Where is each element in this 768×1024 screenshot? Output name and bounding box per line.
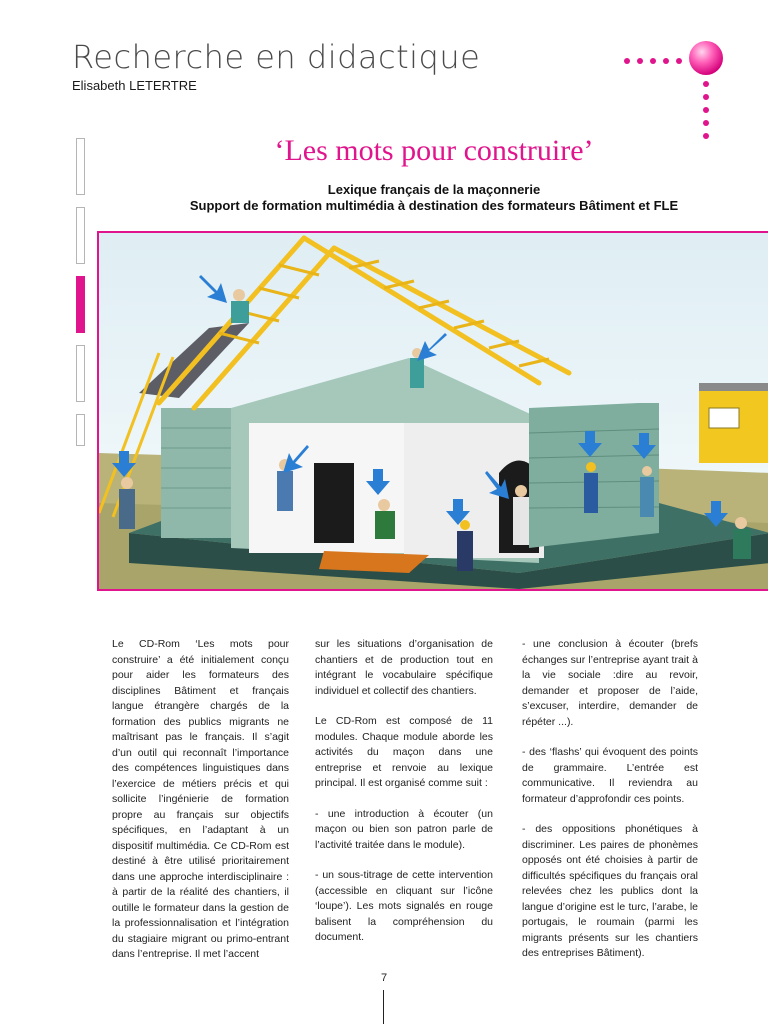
paragraph: Le CD-Rom est composé de 11 modules. Chaque module aborde les activités du maçon dans une entreprise et renvoie au lexique principal. Il est organisé comme suit :: [315, 715, 493, 789]
house-model-photo: [97, 231, 768, 591]
body-column-3: [522, 637, 698, 977]
dot-icon: [650, 58, 656, 64]
margin-bar: [76, 414, 85, 446]
dot-icon: [703, 94, 709, 100]
dot-icon: [703, 81, 709, 87]
margin-bar-active: [76, 276, 85, 333]
paragraph: sur les situations d’organisation de chantiers et de production tout en intégrant le vocabulaire spécifique individuel et collectif des chantiers.: [315, 638, 493, 697]
margin-bar: [76, 207, 85, 264]
house-model-image: [99, 233, 768, 589]
dot-icon: [624, 58, 630, 64]
dot-icon: [637, 58, 643, 64]
dot-icon: [703, 120, 709, 126]
dot-icon: [703, 107, 709, 113]
page-number: 7: [380, 972, 388, 984]
paragraph: - des ‘flashs’ qui évoquent des points de grammaire. L’entrée est communicative. Il reviendra au formateur d’approfondir ces points.: [522, 746, 698, 805]
article-subtitle-2: Support de formation multimédia à destination des formateurs Bâtiment et FLE: [189, 198, 679, 213]
paragraph: - une introduction à écouter (un maçon ou bien son patron parle de l’activité traitée dans le module).: [315, 807, 493, 851]
dot-icon: [676, 58, 682, 64]
body-column-1: [112, 637, 289, 978]
paragraph: - une conclusion à écouter (brefs échanges sur l’entreprise ayant trait à la vie sociale :dire au revoir, demander et proposer de l’aide, s’excuser, interdire, demander de répéter ...).: [522, 638, 698, 728]
article-title: ‘Les mots pour construire’: [274, 134, 594, 167]
margin-bar: [76, 345, 85, 402]
paragraph: - un sous-titrage de cette intervention (accessible en cliquant sur l’icône ‘loupe’). Les mots signalés en rouge balisent la compréhension du document.: [315, 869, 493, 943]
construction-trailer: [699, 383, 768, 463]
pink-sphere-icon: [689, 41, 723, 75]
paragraph: - des oppositions phonétiques à discriminer. Les paires de phonèmes opposés ont été choisies à partir de difficultés spécifiques du français oral relevées chez les publics dont la langue d’origine est le turc, l’arabe, le portugais, le roumain (parmi les migrants présents sur les chantiers des entreprises Bâtiment).: [522, 823, 698, 959]
dot-icon: [663, 58, 669, 64]
paragraph: Le CD-Rom ‘Les mots pour construire’ a été initialement conçu pour aider les formateurs des disciplines Bâtiment et français langue étrangère chargés de la formation des publics migrants ne maîtrisant pas le français. Il s’agit d’un outil qui reconnaît l’importance des compétences linguistiques dans l’exercice de métiers précis et qui sollicite l’ingénierie de formation propre au français sur objectifs spécifiques, en l’adaptant à un dispositif multimédia. Ce CD-Rom est destiné à être utilisé prioritairement dans une approche interdisciplinaire : à partir de la réalité des chantiers, il outille le formateur dans la gestion de la professionnalisation et l’intégration du stagiaire migrant ou primo-entrant dans l’entreprise. Il met l’accent: [112, 638, 289, 960]
body-column-2: [315, 637, 493, 961]
article-subtitle-1: Lexique français de la maçonnerie: [327, 182, 541, 197]
section-title: Recherche en didactique: [72, 38, 481, 76]
author-name: Elisabeth LETERTRE: [72, 78, 197, 93]
footer-divider: [383, 990, 384, 1024]
margin-bar: [76, 138, 85, 195]
